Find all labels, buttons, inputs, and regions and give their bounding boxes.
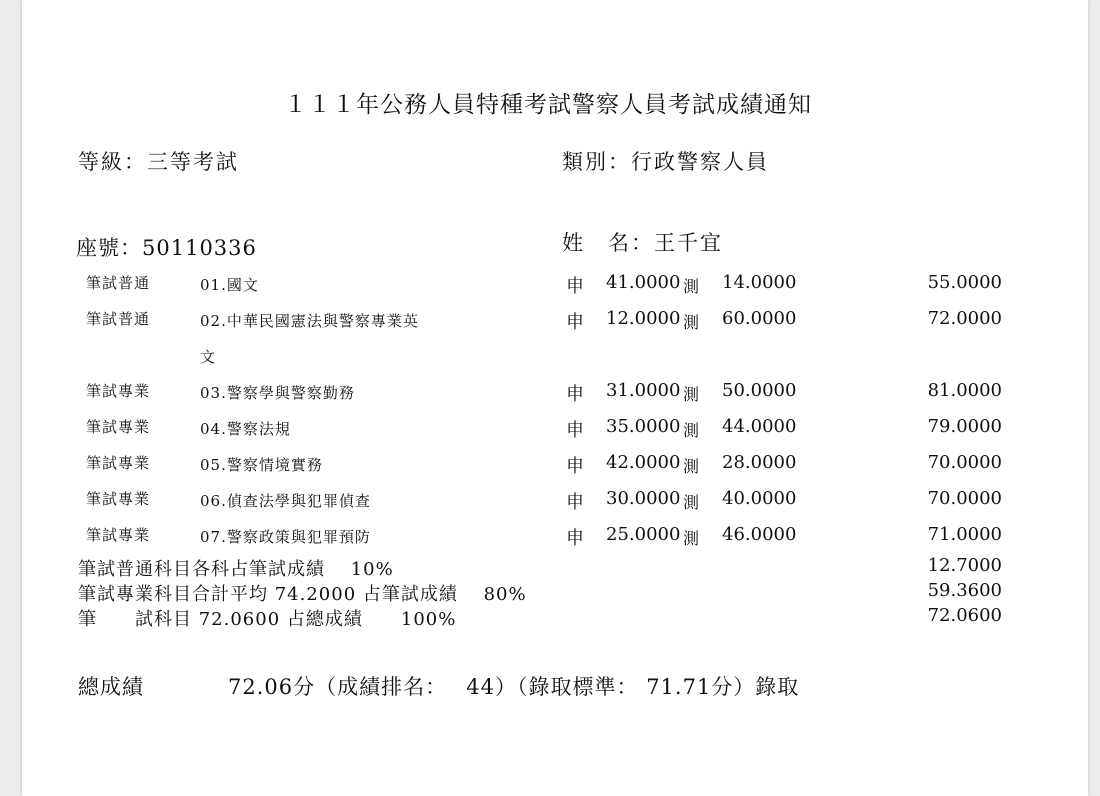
summary-written-value: 72.0600 [927,605,1002,626]
row-mark-ce: 測 [683,457,700,476]
row-category: 筆試普通 [86,274,151,292]
summary-professional-value: 59.3600 [927,580,1002,601]
row-category: 筆試專業 [86,526,151,544]
row-score-a: 42.0000 [606,452,681,473]
row-subject: 06.偵查法學與犯罪偵查 [200,492,371,510]
row-category: 筆試專業 [86,454,151,472]
row-mark-ce: 測 [683,529,700,548]
exam-grade: 等級：三等考試 [78,150,239,174]
row-score-a: 35.0000 [606,416,681,437]
row-mark-shen: 申 [566,384,584,405]
summary-general-value: 12.7000 [927,555,1002,576]
row-total-score: 71.0000 [927,524,1002,545]
row-score-b: 44.0000 [722,416,797,437]
row-mark-shen: 申 [566,492,584,513]
row-score-a: 31.0000 [606,380,681,401]
row-total-score: 79.0000 [927,416,1002,437]
row-total-score: 55.0000 [927,272,1002,293]
summary-professional: 筆試專業科目合計平均 74.2000 占筆試成績 80% [78,584,527,605]
row-score-a: 12.0000 [606,308,681,329]
row-mark-ce: 測 [683,385,700,404]
candidate-name: 姓 名：王千宜 [562,231,723,255]
summary-written: 筆 試科目 72.0600 占總成績 100% [78,609,457,630]
row-mark-shen: 申 [566,420,584,441]
row-score-a: 25.0000 [606,524,681,545]
row-mark-shen: 申 [566,528,584,549]
row-total-score: 81.0000 [927,380,1002,401]
summary-general: 筆試普通科目各科占筆試成績 10% [78,559,394,580]
row-mark-ce: 測 [683,277,700,296]
row-score-b: 40.0000 [722,488,797,509]
document-title: １１１年公務人員特種考試警察人員考試成績通知 [284,92,812,118]
row-subject-continuation: 文 [200,348,217,366]
row-score-b: 50.0000 [722,380,797,401]
seat-number: 座號：50110336 [76,236,257,260]
row-subject: 03.警察學與警察勤務 [200,384,355,402]
row-subject: 04.警察法規 [200,420,291,438]
row-category: 筆試專業 [86,418,151,436]
row-score-b: 28.0000 [722,452,797,473]
row-score-b: 14.0000 [722,272,797,293]
row-score-b: 60.0000 [722,308,797,329]
row-score-a: 30.0000 [606,488,681,509]
final-score-result: 72.06分（成績排名： 44）（錄取標準： 71.71分）錄取 [228,675,800,699]
row-category: 筆試普通 [86,310,151,328]
final-score-label: 總成績 [78,675,144,699]
row-subject: 05.警察情境實務 [200,456,323,474]
row-mark-shen: 申 [566,276,584,297]
row-subject: 01.國文 [200,276,259,294]
row-subject: 02.中華民國憲法與警察專業英 [200,312,419,330]
row-mark-shen: 申 [566,456,584,477]
row-category: 筆試專業 [86,490,151,508]
row-mark-ce: 測 [683,421,700,440]
exam-category: 類別：行政警察人員 [562,150,769,174]
row-total-score: 70.0000 [927,488,1002,509]
row-category: 筆試專業 [86,382,151,400]
row-score-a: 41.0000 [606,272,681,293]
row-mark-ce: 測 [683,313,700,332]
row-subject: 07.警察政策與犯罪預防 [200,528,371,546]
row-mark-ce: 測 [683,493,700,512]
row-mark-shen: 申 [566,312,584,333]
score-notice-page [22,0,1088,796]
row-total-score: 70.0000 [927,452,1002,473]
row-score-b: 46.0000 [722,524,797,545]
row-total-score: 72.0000 [927,308,1002,329]
